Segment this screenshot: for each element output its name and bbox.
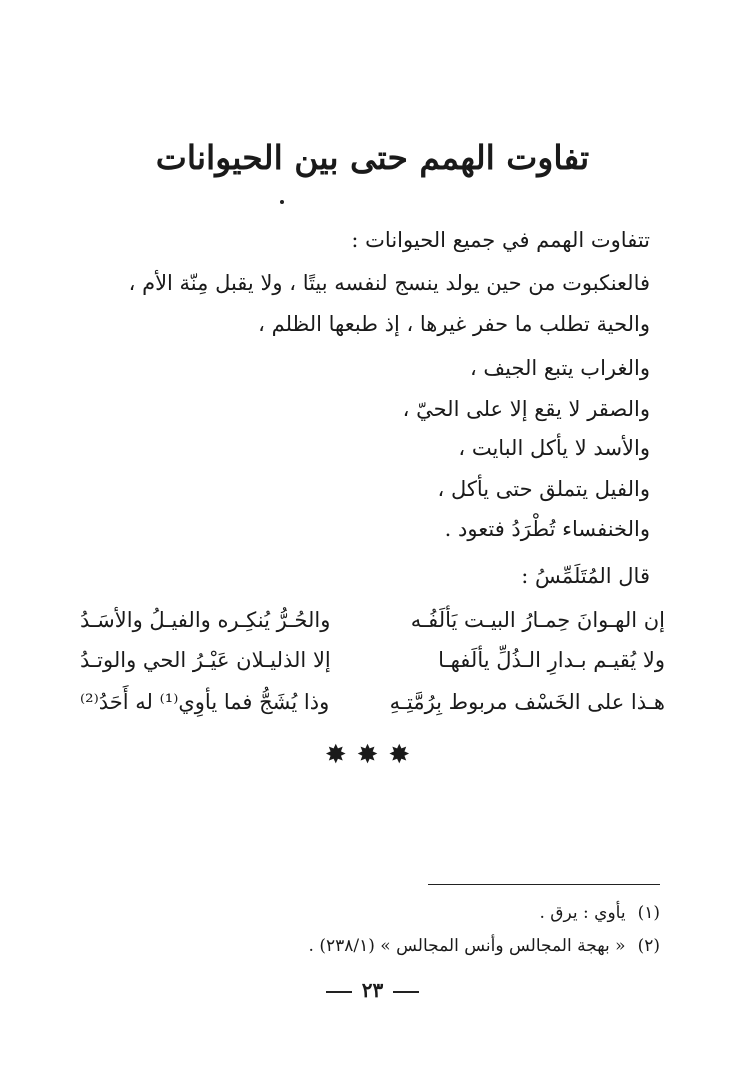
title-dot xyxy=(280,200,284,204)
text-line: والأسد لا يأكل البايت ، xyxy=(458,436,650,460)
verse-first-hemistich: إن الهـوانَ حِمـارُ البيـت يَألَفُـه xyxy=(410,608,665,632)
text-line: والغراب يتبع الجيف ، xyxy=(469,356,650,380)
footnote-text: يأوي : يرق . xyxy=(539,903,626,923)
verse-second-hemistich: والحُـرُّ يُنكِـره والفيـلُ والأسَـدُ xyxy=(80,608,331,632)
footnote xyxy=(540,900,661,926)
verse-row xyxy=(80,604,665,636)
section-separator: ✸✸✸ xyxy=(324,740,421,770)
footnote xyxy=(309,933,660,959)
footnote-number: (١) xyxy=(637,903,660,923)
verse-second-hemistich: وذا يُشَجُّ فما يأوِي⁽¹⁾ له أَحَدُ⁽²⁾ xyxy=(80,690,330,714)
footnote-text: « بهجة المجالس وأنس المجالس » (٢٣٨/١) . xyxy=(308,936,626,956)
dash-right xyxy=(326,991,352,993)
verse-second-hemistich: إلا الذليـلان عَيْـرُ الحي والوتـدُ xyxy=(80,648,331,672)
text-line: والصقر لا يقع إلا على الحيّ ، xyxy=(402,397,650,421)
page-number xyxy=(0,978,745,1002)
text-line: فالعنكبوت من حين يولد ينسج لنفسه بيتًا ، ولا يقبل مِنّة الأم ، xyxy=(128,271,650,295)
text-line: والخنفساء تُطْرَدُ فتعود . xyxy=(444,517,650,541)
poet-label: قال المُتَلَمِّسُ : xyxy=(521,564,650,588)
intro-line: تتفاوت الهمم في جميع الحيوانات : xyxy=(351,228,650,252)
verse-row xyxy=(80,644,665,676)
verse-first-hemistich: هـذا على الخَسْف مربوط بِرُمَّتِـهِ xyxy=(389,690,665,714)
verse-row xyxy=(80,686,665,718)
dash-left xyxy=(393,991,419,993)
page-title: تفاوت الهمم حتى بين الحيوانات xyxy=(155,138,590,177)
verse-first-hemistich: ولا يُقيـم بـدارِ الـذُلِّ يألَفهـا xyxy=(438,648,665,672)
footnote-rule xyxy=(428,884,660,885)
text-line: والفيل يتملق حتى يأكل ، xyxy=(437,477,650,501)
text-line: والحية تطلب ما حفر غيرها ، إذ طبعها الظلم ، xyxy=(258,312,650,336)
footnote-number: (٢) xyxy=(637,936,660,956)
page-number-value: ٢٣ xyxy=(361,978,384,1002)
